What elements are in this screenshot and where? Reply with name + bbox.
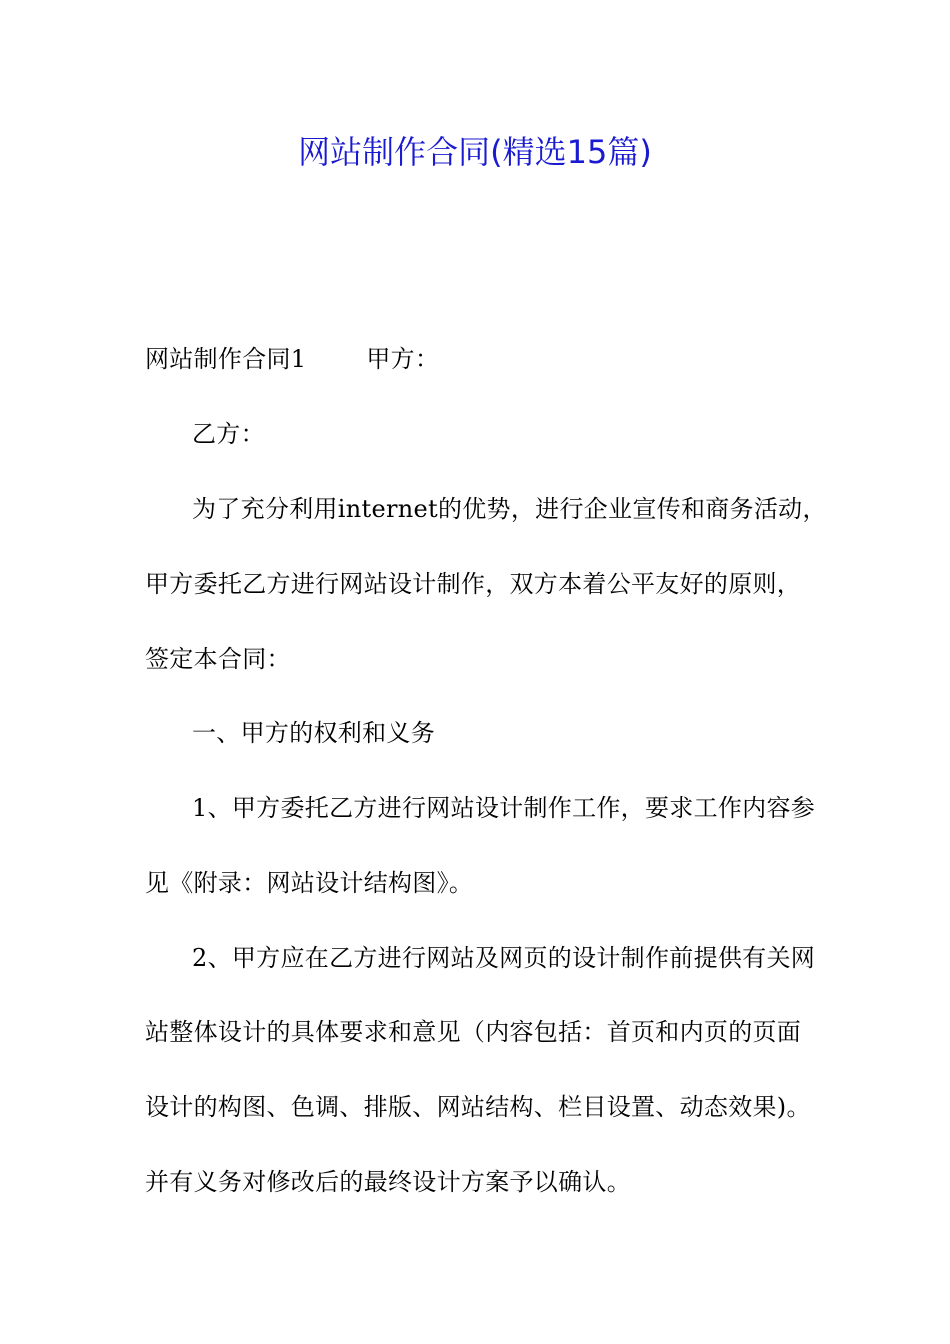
paragraph-line: 设计的构图、色调、排版、网站结构、栏目设置、动态效果)。: [145, 1093, 811, 1121]
section-heading: 一、甲方的权利和义务: [192, 719, 435, 747]
party-b-label: 乙方：: [192, 420, 265, 448]
paragraph-line: 甲方委托乙方进行网站设计制作，双方本着公平友好的原则，: [145, 570, 802, 598]
paragraph-line: 见《附录：网站设计结构图》。: [145, 869, 474, 897]
paragraph-line: 并有义务对修改后的最终设计方案予以确认。: [145, 1168, 631, 1196]
paragraph-line: 2、甲方应在乙方进行网站及网页的设计制作前提供有关网: [192, 944, 816, 972]
paragraph-line: 1、甲方委托乙方进行网站设计制作工作，要求工作内容参: [192, 794, 816, 822]
paragraph-line: 站整体设计的具体要求和意见（内容包括：首页和内页的页面: [145, 1018, 802, 1046]
paragraph-line: 为了充分利用internet的优势，进行企业宣传和商务活动，: [192, 495, 827, 523]
contract-heading-line: [145, 341, 439, 377]
page-title: 网站制作合同(精选15篇): [298, 133, 652, 171]
party-a-label: 甲方：: [366, 345, 440, 373]
paragraph-line: 签定本合同：: [145, 645, 291, 673]
contract-heading-label: 网站制作合同1: [145, 345, 307, 373]
